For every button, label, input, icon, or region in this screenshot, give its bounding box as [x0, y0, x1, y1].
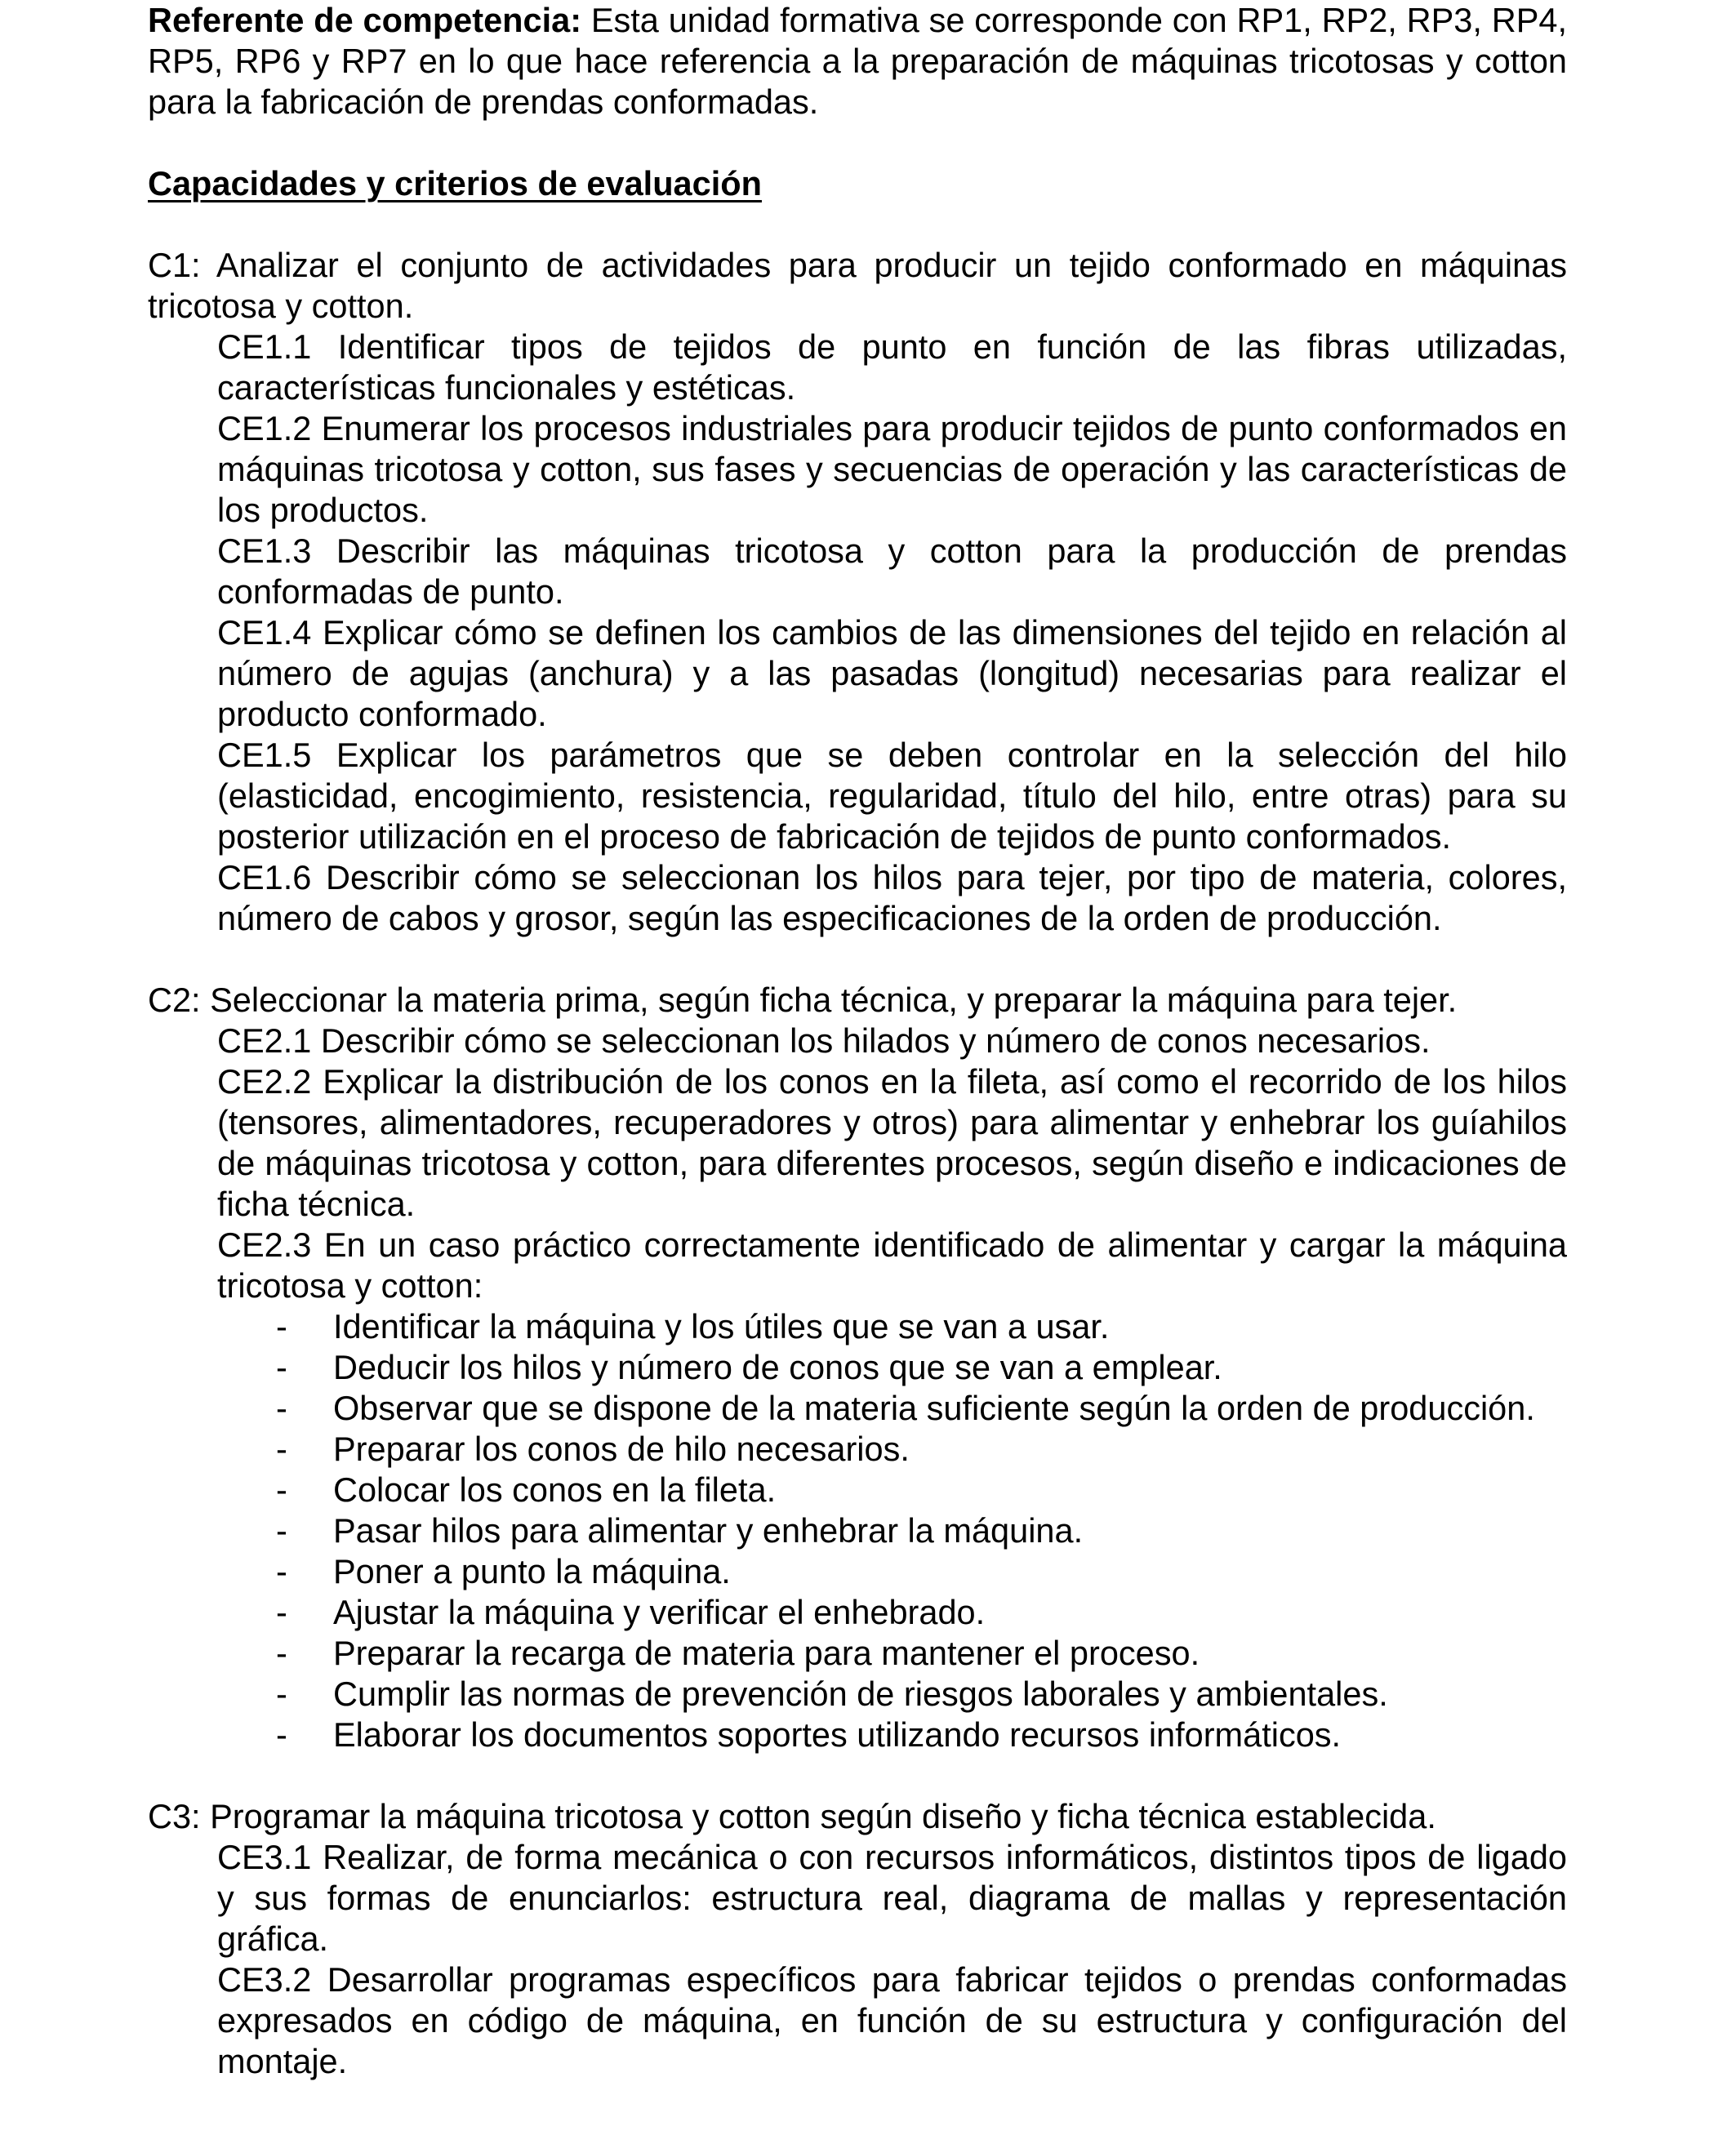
capacity-c2-title: C2: Seleccionar la materia prima, según ficha técnica, y preparar la máquina para tejer.	[148, 981, 1458, 1019]
list-item-text: Identificar la máquina y los útiles que se van a usar.	[333, 1307, 1110, 1346]
bullet-dash: -	[276, 1470, 287, 1509]
bullet-dash: -	[276, 1634, 287, 1672]
list-item	[276, 1470, 1567, 1510]
bullet-dash: -	[276, 1675, 287, 1713]
list-item-text: Cumplir las normas de prevención de riesgos laborales y ambientales.	[333, 1675, 1388, 1713]
list-item	[276, 1551, 1567, 1592]
criterion-ce1-2: CE1.2 Enumerar los procesos industriales para producir tejidos de punto conformados en máquinas tricotosa y cotton, sus fases y secuencias de operación y las características de los productos.	[217, 409, 1567, 529]
criterion-ce3-1: CE3.1 Realizar, de forma mecánica o con recursos informáticos, distintos tipos de ligado y sus formas de enunciarlos: estructura real, diagrama de mallas y representación gráfica.	[217, 1838, 1567, 1958]
bullet-dash: -	[276, 1593, 287, 1631]
referente-paragraph	[148, 0, 1567, 122]
criterion-ce1-6: CE1.6 Describir cómo se seleccionan los hilos para tejer, por tipo de materia, colores, número de cabos y grosor, según las especificaciones de la orden de producción.	[217, 858, 1567, 937]
list-item	[276, 1633, 1567, 1674]
list-item-text: Preparar los conos de hilo necesarios.	[333, 1430, 910, 1468]
ce2-3-steps-list	[148, 1306, 1567, 1755]
list-item	[276, 1510, 1567, 1551]
criterion-ce1-1: CE1.1 Identificar tipos de tejidos de punto en función de las fibras utilizadas, características funcionales y estéticas.	[217, 327, 1567, 407]
bullet-dash: -	[276, 1348, 287, 1386]
bullet-dash: -	[276, 1430, 287, 1468]
list-item-text: Colocar los conos en la fileta.	[333, 1470, 777, 1509]
list-item	[276, 1715, 1567, 1755]
criterion-ce2-2: CE2.2 Explicar la distribución de los conos en la fileta, así como el recorrido de los hilos (tensores, alimentadores, recuperadores y otros) para alimentar y enhebrar los guíahilos de máquinas tricotosa y cotton, para diferentes procesos, según diseño e indicaciones de ficha técnica.	[217, 1062, 1567, 1223]
spacer	[148, 939, 1567, 980]
list-item-text: Deducir los hilos y número de conos que se van a emplear.	[333, 1348, 1222, 1386]
section-heading: Capacidades y criterios de evaluación	[148, 164, 762, 202]
criterion-ce1-4: CE1.4 Explicar cómo se definen los cambios de las dimensiones del tejido en relación al número de agujas (anchura) y a las pasadas (longitud) necesarias para realizar el producto conformado.	[217, 613, 1567, 733]
list-item	[276, 1388, 1567, 1429]
criterion-ce1-5: CE1.5 Explicar los parámetros que se deben controlar en la selección del hilo (elasticidad, encogimiento, resistencia, regularidad, título del hilo, entre otras) para su posterior utilización en el proceso de fabricación de tejidos de punto conformados.	[217, 736, 1567, 856]
criterion-ce1-3: CE1.3 Describir las máquinas tricotosa y cotton para la producción de prendas conformadas de punto.	[217, 532, 1567, 611]
bullet-dash: -	[276, 1715, 287, 1754]
list-item-text: Poner a punto la máquina.	[333, 1552, 731, 1590]
list-item-text: Elaborar los documentos soportes utilizando recursos informáticos.	[333, 1715, 1342, 1754]
spacer	[148, 122, 1567, 163]
bullet-dash: -	[276, 1552, 287, 1590]
list-item-text: Observar que se dispone de la materia suficiente según la orden de producción.	[333, 1389, 1535, 1427]
document-page	[148, 0, 1567, 2082]
criterion-ce2-1: CE2.1 Describir cómo se seleccionan los hilados y número de conos necesarios.	[217, 1021, 1431, 1060]
bullet-dash: -	[276, 1389, 287, 1427]
bullet-dash: -	[276, 1307, 287, 1346]
list-item	[276, 1306, 1567, 1347]
capacity-c3-title: C3: Programar la máquina tricotosa y cotton según diseño y ficha técnica establecida.	[148, 1797, 1436, 1835]
criterion-ce3-2: CE3.2 Desarrollar programas específicos para fabricar tejidos o prendas conformadas expresados en código de máquina, en función de su estructura y configuración del montaje.	[217, 1960, 1567, 2080]
list-item-text: Ajustar la máquina y verificar el enhebrado.	[333, 1593, 986, 1631]
spacer	[148, 204, 1567, 245]
list-item	[276, 1347, 1567, 1388]
criterion-ce2-3: CE2.3 En un caso práctico correctamente identificado de alimentar y cargar la máquina tricotosa y cotton:	[217, 1225, 1567, 1305]
list-item-text: Pasar hilos para alimentar y enhebrar la máquina.	[333, 1511, 1084, 1550]
referente-text: Esta unidad formativa se corresponde con RP1, RP2, RP3, RP4, RP5, RP6 y RP7 en lo que hace referencia a la preparación de máquinas tricotosas y cotton para la fabricación de prendas conformadas.	[148, 1, 1567, 121]
list-item-text: Preparar la recarga de materia para mantener el proceso.	[333, 1634, 1200, 1672]
referente-label: Referente de competencia:	[148, 1, 582, 39]
list-item	[276, 1674, 1567, 1715]
bullet-dash: -	[276, 1511, 287, 1550]
capacity-c1-title: C1: Analizar el conjunto de actividades para producir un tejido conformado en máquinas tricotosa y cotton.	[148, 246, 1567, 325]
list-item	[276, 1592, 1567, 1633]
spacer	[148, 1755, 1567, 1796]
list-item	[276, 1429, 1567, 1470]
